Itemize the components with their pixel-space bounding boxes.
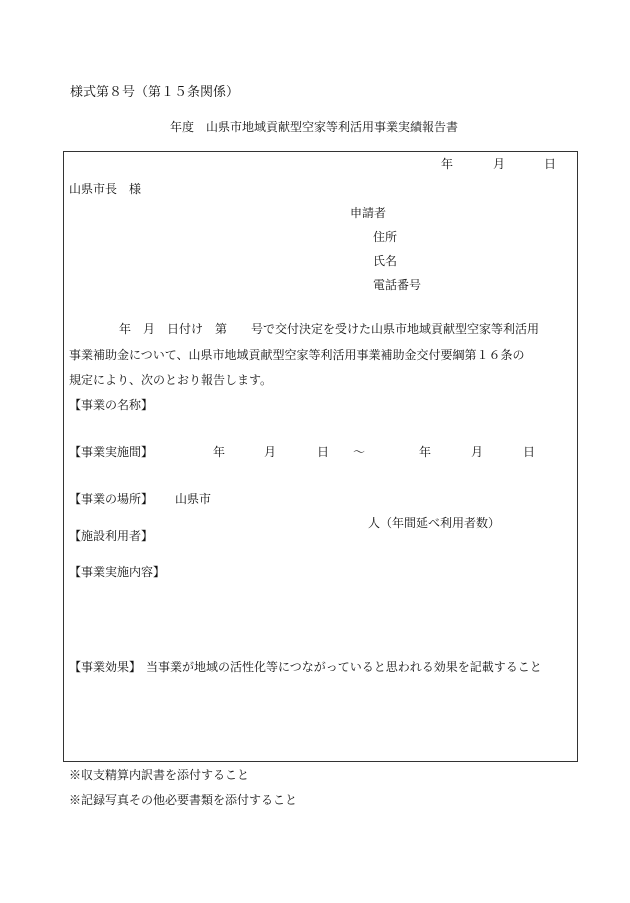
period-end-month: 月: [471, 445, 484, 459]
period-start-day: 日: [317, 445, 330, 459]
form-number: 様式第８号（第１５条関係）: [70, 85, 240, 100]
date-year: 年: [441, 157, 454, 171]
section-period-label: 【事業実施間】: [69, 445, 154, 459]
body-line-1: 年 月 日付け 第 号で交付決定を受けた山県市地域貢献型空家等利活用: [119, 322, 540, 336]
section-project-name: 【事業の名称】: [69, 398, 154, 412]
period-separator: ～: [353, 445, 366, 459]
section-effect-label: 【事業効果】: [69, 660, 142, 674]
applicant-phone-label: 電話番号: [373, 278, 422, 292]
period-start-year: 年: [213, 445, 226, 459]
effect-note: 当事業が地域の活性化等につながっていると思われる効果を記載すること: [146, 660, 542, 674]
body-line-3: 規定により、次のとおり報告します。: [69, 373, 273, 387]
section-location-label: 【事業の場所】: [69, 492, 154, 506]
addressee: 山県市長 様: [69, 182, 142, 196]
applicant-name-label: 氏名: [373, 254, 398, 268]
date-day: 日: [544, 157, 557, 171]
period-start-month: 月: [264, 445, 277, 459]
date-month: 月: [493, 157, 506, 171]
section-users-label: 【施設利用者】: [69, 529, 154, 543]
note-attachment-1: ※収支精算内訳書を添付すること: [69, 768, 250, 782]
applicant-heading: 申請者: [350, 206, 387, 220]
location-value: 山県市: [175, 492, 212, 506]
section-content-label: 【事業実施内容】: [69, 565, 166, 579]
body-line-2: 事業補助金について、山県市地域貢献型空家等利活用事業補助金交付要綱第１６条の: [69, 348, 525, 362]
period-end-day: 日: [523, 445, 536, 459]
note-attachment-2: ※記録写真その他必要書類を添付すること: [69, 793, 298, 807]
document-title: 年度 山県市地域貢献型空家等利活用事業実績報告書: [170, 120, 459, 134]
users-unit-note: 人（年間延べ利用者数）: [368, 516, 501, 530]
period-end-year: 年: [419, 445, 432, 459]
applicant-address-label: 住所: [373, 230, 398, 244]
